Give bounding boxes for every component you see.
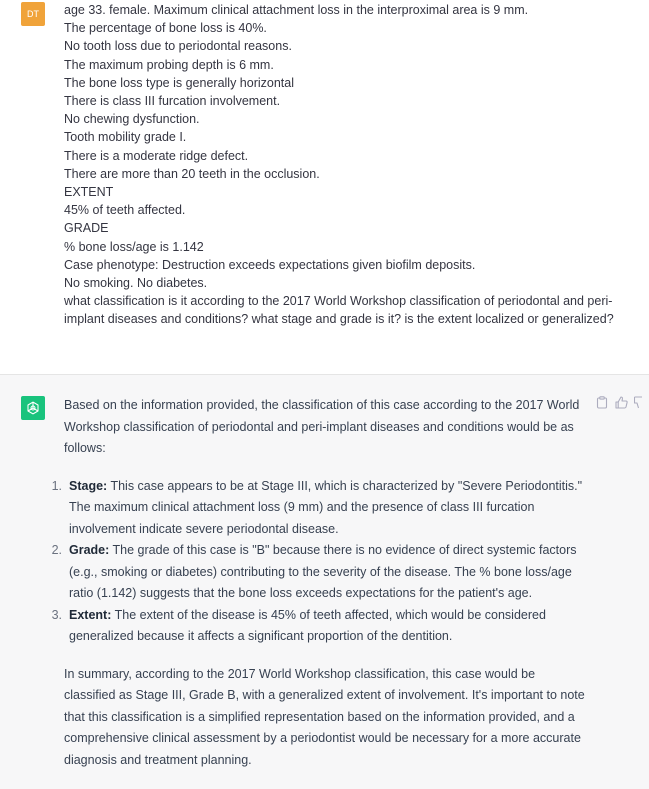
user-message-text — [64, 1, 639, 329]
assistant-message-text — [51, 395, 586, 771]
list-item-label: Stage: — [69, 478, 108, 493]
list-item-number: 2. — [51, 543, 62, 557]
user-line: No smoking. No diabetes. — [64, 276, 208, 291]
user-line: The bone loss type is generally horizontal — [64, 75, 294, 90]
user-line: No chewing dysfunction. — [64, 112, 200, 127]
list-item — [51, 476, 586, 541]
clipboard-icon[interactable] — [596, 396, 609, 409]
openai-logo-icon — [21, 396, 45, 420]
user-question: what classification is it according to the 2017 World Workshop classification of periodontal and peri-implant diseases and conditions? what stage and grade is it? is the extent localized or generalized? — [64, 294, 614, 327]
user-line: The percentage of bone loss is 40%. — [64, 21, 267, 36]
list-item — [51, 540, 586, 605]
user-line: There is class III furcation involvement. — [64, 94, 281, 109]
assistant-message — [0, 375, 649, 789]
user-line: % bone loss/age is 1.142 — [64, 239, 204, 254]
list-item-number: 3. — [51, 607, 62, 622]
user-line: There is a moderate ridge defect. — [64, 148, 249, 163]
list-item-text: The extent of the disease is 45% of teeth affected, which would be considered generalized because it affects a significant proportion of the dentition. — [69, 607, 546, 643]
list-item-label: Grade: — [69, 543, 110, 557]
user-message — [0, 0, 649, 375]
assistant-intro: Based on the information provided, the classification of this case according to the 2017 World Workshop classification of periodontal and peri-implant diseases and conditions would be as follows: — [64, 398, 580, 455]
user-line: GRADE — [64, 221, 109, 236]
assistant-summary: In summary, according to the 2017 World Workshop classification, this case would be classified as Stage III, Grade B, with a generalized extent of involvement. It's important to note that this classification is a simplified representation based on the information provided, and a comprehensive clinical assessment by a periodontist would be necessary for a more accurate diagnosis and treatment planning. — [64, 666, 585, 767]
user-line: Case phenotype: Destruction exceeds expectations given biofilm deposits. — [64, 257, 476, 272]
user-line: There are more than 20 teeth in the occlusion. — [64, 166, 320, 181]
user-line: EXTENT — [64, 185, 114, 200]
thumbs-up-icon[interactable] — [615, 396, 628, 409]
user-avatar: DT — [21, 2, 45, 26]
user-line: age 33. female. Maximum clinical attachment loss in the interproximal area is 9 mm. — [64, 3, 529, 17]
classification-list — [51, 476, 586, 648]
list-item-text: This case appears to be at Stage III, which is characterized by "Severe Periodontitis." The maximum clinical attachment loss (9 mm) and the presence of class III furcation involvement indicate severe periodontal disease. — [69, 478, 583, 536]
list-item-text: The grade of this case is "B" because there is no evidence of direct systemic factors (e.g., smoking or diabetes) contributing to the severity of the disease. The % bone loss/age ratio (1.142) suggests that the bone loss exceeds expectations for the patient's age. — [69, 543, 577, 600]
list-item — [51, 605, 586, 648]
user-line: No tooth loss due to periodontal reasons. — [64, 39, 292, 54]
thumbs-down-icon[interactable] — [634, 396, 647, 409]
user-line: Tooth mobility grade I. — [64, 130, 187, 145]
message-actions — [596, 396, 647, 409]
list-item-number: 1. — [51, 478, 62, 493]
user-line: 45% of teeth affected. — [64, 203, 186, 218]
list-item-label: Extent: — [69, 607, 112, 622]
user-line: The maximum probing depth is 6 mm. — [64, 57, 274, 72]
